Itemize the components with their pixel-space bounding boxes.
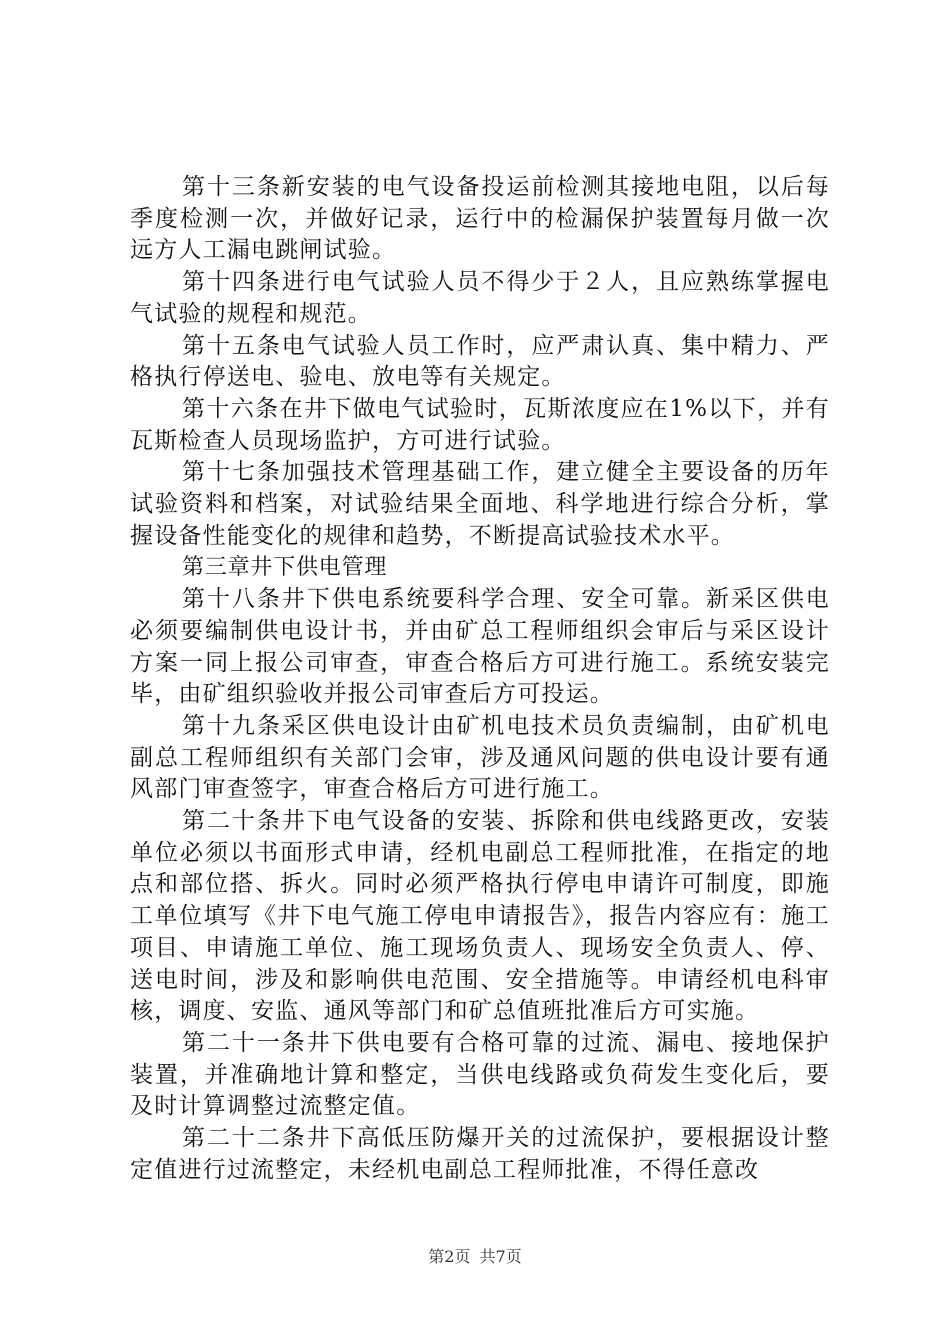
page-total: 共7页 <box>479 1247 522 1266</box>
article-13: 第十三条新安装的电气设备投运前检测其接地电阻，以后每季度检测一次，并做好记录，运行中的检漏保护装置每月做一次远方人工漏电跳闸试验。 <box>130 174 830 264</box>
article-19: 第十九条采区供电设计由矿机电技术员负责编制，由矿机电副总工程师组织有关部门会审，涉及通风问题的供电设计要有通风部门审查签字，审查合格后方可进行施工。 <box>130 712 830 803</box>
article-20: 第二十条井下电气设备的安装、拆除和供电线路更改，安装单位必须以书面形式申请，经机电副总工程师批准，在指定的地点和部位搭、拆火。同时必须严格执行停电申请许可制度，即施工单位填写《井下电气施工停电申请报告》，报告内容应有：施工项目、申请施工单位、施工现场负责人、现场安全负责人、停、送电时间，涉及和影响供电范围、安全措施等。申请经机电科审核，调度、安监、通风等部门和矿总值班批准后方可实施。 <box>130 808 830 1025</box>
article-21: 第二十一条井下供电要有合格可靠的过流、漏电、接地保护装置，并准确地计算和整定，当供电线路或负荷发生变化后，要及时计算调整过流整定值。 <box>130 1029 830 1120</box>
article-15: 第十五条电气试验人员工作时，应严肃认真、集中精力、严格执行停送电、验电、放电等有关规定。 <box>130 332 830 391</box>
article-17: 第十七条加强技术管理基础工作，建立健全主要设备的历年试验资料和档案，对试验结果全面地、科学地进行综合分析，掌握设备性能变化的规律和趋势，不断提高试验技术水平。 <box>130 459 830 549</box>
article-22: 第二十二条井下高低压防爆开关的过流保护，要根据设计整定值进行过流整定，未经机电副总工程师批准，不得任意改 <box>130 1125 830 1183</box>
chapter-3-heading: 第三章井下供电管理 <box>182 555 388 581</box>
page-number: 第2页 <box>428 1247 471 1266</box>
article-16: 第十六条在井下做电气试验时，瓦斯浓度应在1%以下，并有瓦斯检查人员现场监护，方可进行试验。 <box>130 395 830 454</box>
article-18: 第十八条井下供电系统要科学合理、安全可靠。新采区供电必须要编制供电设计书，并由矿总工程师组织会审后与采区设计方案一同上报公司审查，审查合格后方可进行施工。系统安装完毕，由矿组织验收并报公司审查后方可投运。 <box>130 586 830 708</box>
document-body <box>130 172 830 1187</box>
page-footer <box>0 1244 950 1267</box>
article-14: 第十四条进行电气试验人员不得少于２人，且应熟练掌握电气试验的规程和规范。 <box>130 269 830 327</box>
